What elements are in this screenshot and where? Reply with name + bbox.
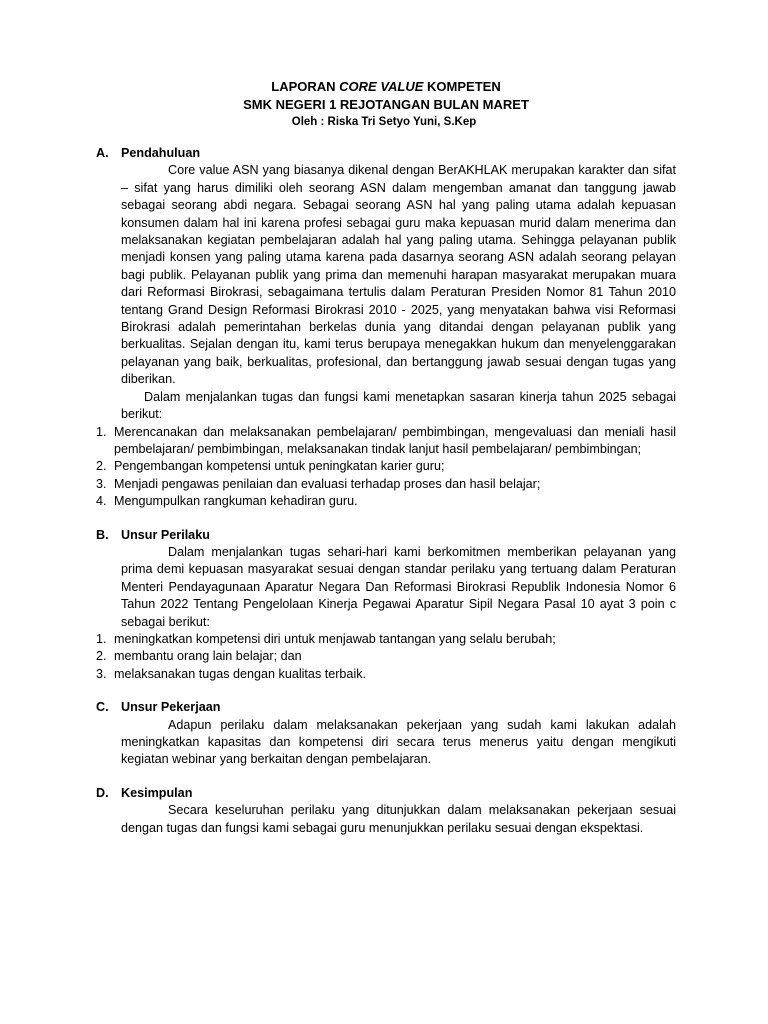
numbered-list (96, 424, 676, 511)
list-item: 1. meningkatkan kompetensi diri untuk menjawab tantangan yang selalu berubah; (96, 631, 556, 646)
section-unsur-perilaku (96, 527, 676, 684)
paragraph: Core value ASN yang biasanya dikenal dengan BerAKHLAK merupakan karakter dan sifat – sifat yang harus dimiliki oleh seorang ASN dalam mengemban amanat dan tanggung jawab sebagai seorang abdi negara. Sebagai seorang ASN hal yang paling utama adalah kepuasan konsumen dalam hal ini karena profesi sebagai guru maka kepuasan murid dalam menerima dan melaksanakan kegiatan pembelajaran adalah hal yang paling utama. Sehingga pelayanan publik menjadi konsen yang paling utama karena pada dasarnya seorang ASN adalah seorang pelayan bagi publik. Pelayanan publik yang prima dan memenuhi harapan masyarakat merupakan muara dari Reformasi Birokrasi, sebagaimana tertulis dalam Peraturan Presiden Nomor 81 Tahun 2010 tentang Grand Design Reformasi Birokrasi 2010 - 2025, yang menyatakan bahwa visi Reformasi Birokrasi adalah pemerintahan berkelas dunia yang ditandai dengan pelayanan publik yang berkualitas. Sejalan dengan itu, kami terus berupaya menegakkan hukum dan menyelenggarakan pelayanan yang baik, berkualitas, profesional, dan bertanggung jawab sesuai dengan tugas yang diberikan. (121, 163, 676, 387)
document-subtitle: SMK NEGERI 1 REJOTANGAN BULAN MARET (243, 97, 529, 112)
list-item: 3. melaksanakan tugas dengan kualitas terbaik. (96, 666, 367, 681)
list-item: 2. Pengembangan kompetensi untuk peningkatan karier guru; (96, 459, 445, 474)
document-body (96, 145, 676, 837)
section-heading: A. Pendahuluan (96, 146, 201, 160)
list-item: 1. Merencanakan dan melaksanakan pembelajaran/ pembimbingan, mengevaluasi dan meniali hasil pembelajaran/ pembimbingan, melaksanakan tindak lanjut hasil pembelajaran/ pembimbingan; (96, 424, 676, 456)
document-author: Oleh : Riska Tri Setyo Yuni, S.Kep (291, 116, 477, 128)
paragraph: Adapun perilaku dalam melaksanakan pekerjaan yang sudah kami lakukan adalah meningkatkan kapasitas dan kompetensi diri secara terus menerus yaitu dengan mengikuti kegiatan webinar yang berkaitan dengan pembelajaran. (121, 717, 676, 767)
document-title: LAPORAN CORE VALUE KOMPETEN (271, 79, 501, 94)
section-pendahuluan (96, 145, 676, 511)
section-heading: D. Kesimpulan (96, 785, 193, 800)
section-unsur-pekerjaan (96, 699, 676, 769)
section-heading: B. Unsur Perilaku (96, 527, 210, 542)
paragraph: Secara keseluruhan perilaku yang ditunjukkan dalam melaksanakan pekerjaan sesuai dengan tugas dan fungsi kami sebagai guru menunjukkan perilaku sesuai dengan ekspektasi. (121, 803, 676, 835)
list-item: 3. Menjadi pengawas penilaian dan evaluasi terhadap proses dan hasil belajar; (96, 476, 541, 491)
list-item: 2. membantu orang lain belajar; dan (96, 649, 302, 664)
paragraph: Dalam menjalankan tugas dan fungsi kami menetapkan sasaran kinerja tahun 2025 sebagai berikut: (121, 389, 676, 422)
paragraph: Dalam menjalankan tugas sehari-hari kami berkomitmen memberikan pelayanan yang prima demi kepuasan masyarakat sesuai dengan standar perilaku yang tertuang dalam Peraturan Menteri Pendayagunaan Aparatur Negara Dan Reformasi Birokrasi Republik Indonesia Nomor 6 Tahun 2022 Tentang Pengelolaan Kinerja Pegawai Aparatur Sipil Negara Pasal 10 ayat 3 poin c sebagai berikut: (121, 544, 676, 629)
section-kesimpulan (96, 785, 676, 837)
section-heading: C. Unsur Pekerjaan (96, 700, 221, 715)
numbered-list (96, 631, 676, 683)
list-item: 4. Mengumpulkan rangkuman kehadiran guru. (96, 494, 358, 509)
document-header (0, 78, 768, 130)
